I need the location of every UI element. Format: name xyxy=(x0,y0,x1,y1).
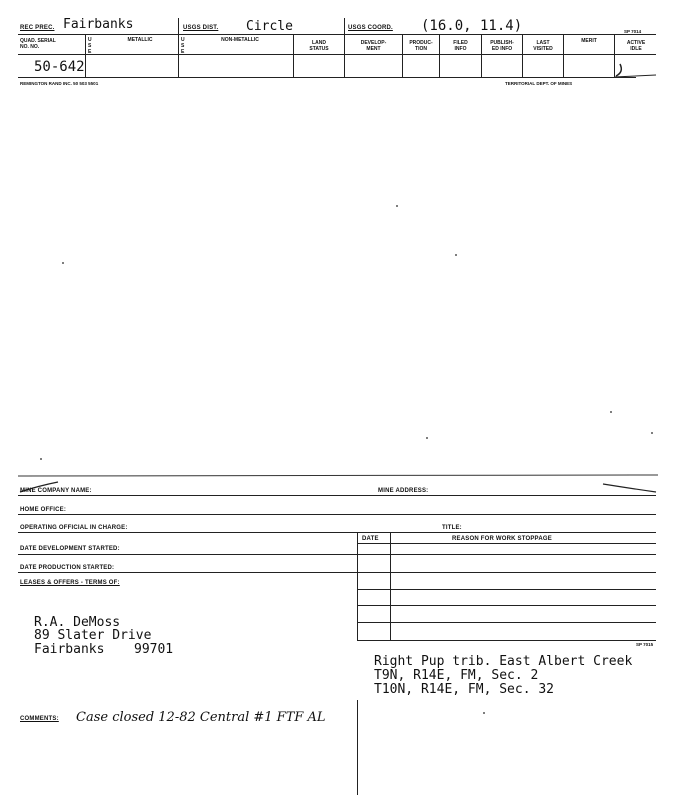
metallic-header: METALLIC xyxy=(127,37,153,43)
development-header: DEVELOP- MENT xyxy=(360,40,387,52)
scan-speck xyxy=(455,254,457,256)
scan-speck xyxy=(483,712,485,714)
top-form-number: SP 7014 xyxy=(624,29,642,34)
usgs-coord-label: USGS COORD. xyxy=(348,25,393,31)
card-edge xyxy=(18,472,658,494)
nonmetallic-header: NON-METALLIC xyxy=(221,37,259,43)
rule-line xyxy=(357,640,656,641)
title-label: TITLE: xyxy=(442,525,462,531)
scan-speck xyxy=(610,411,612,413)
usgs-dist-label: USGS DIST. xyxy=(183,25,219,31)
serial-number-value: 50-642 xyxy=(34,59,85,75)
reason-column-header: REASON FOR WORK STOPPAGE xyxy=(452,536,552,542)
date-column-header: DATE xyxy=(362,536,379,542)
owner-street: 89 Slater Drive xyxy=(34,628,152,643)
col-separator xyxy=(85,34,86,77)
owner-city: Fairbanks xyxy=(34,642,105,657)
rule-line xyxy=(18,554,656,555)
scan-speck xyxy=(426,437,428,439)
scan-speck xyxy=(651,432,653,434)
usgs-coord-value: (16.0, 11.4) xyxy=(421,18,523,34)
operating-official-label: OPERATING OFFICIAL IN CHARGE: xyxy=(20,525,128,531)
filed-info-header: FILED INFO xyxy=(453,40,468,52)
rec-prec-label: REC PREC. xyxy=(20,25,55,31)
rule-line xyxy=(18,532,656,533)
metallic-use-prefix: U S E xyxy=(88,37,92,55)
value-row-line xyxy=(18,77,636,78)
date-col-separator xyxy=(390,532,391,640)
rule-line xyxy=(357,543,656,544)
scan-speck xyxy=(396,205,398,207)
production-header: PRODUC- TION xyxy=(409,40,433,52)
rule-line xyxy=(357,622,656,623)
stoppage-table-left xyxy=(357,532,358,640)
scan-speck xyxy=(62,262,64,264)
nonmetallic-use-prefix: U S E xyxy=(181,37,185,55)
top-footer-right: TERRITORIAL DEPT. OF MINES xyxy=(505,81,573,86)
mine-address-label: MINE ADDRESS: xyxy=(378,488,429,494)
date-production-label: DATE PRODUCTION STARTED: xyxy=(20,565,115,571)
mine-company-label: MINE COMPANY NAME: xyxy=(20,488,92,494)
published-info-header: PUBLISH- ED INFO xyxy=(490,40,514,52)
bottom-form-number: SP 7015 xyxy=(636,642,654,647)
active-idle-header: ACTIVE IDLE xyxy=(626,40,646,52)
rule-line xyxy=(357,605,656,606)
rule-line xyxy=(18,514,656,515)
leases-offers-label: LEASES & OFFERS - TERMS OF: xyxy=(20,580,120,586)
location-line-2: T9N, R14E, FM, Sec. 2 xyxy=(374,668,539,683)
rule-line xyxy=(18,572,656,573)
col-separator xyxy=(178,18,179,77)
column-header-line xyxy=(18,54,656,55)
top-footer-left: REMINGTON RAND INC. 50 503 5501 xyxy=(20,81,99,86)
scan-speck xyxy=(40,458,42,460)
rec-prec-value: Fairbanks xyxy=(63,17,134,32)
location-line-3: T10N, R14E, FM, Sec. 32 xyxy=(374,682,555,697)
header-row-line xyxy=(18,34,656,35)
merit-header: MERIT xyxy=(581,38,597,44)
last-visited-header: LAST VISITED xyxy=(533,40,553,52)
land-status-header: LAND STATUS xyxy=(309,40,329,52)
card-hole-mark xyxy=(608,60,658,82)
date-development-label: DATE DEVELOPMENT STARTED: xyxy=(20,546,120,552)
owner-name: R.A. DeMoss xyxy=(34,615,121,630)
location-line-1: Right Pup trib. East Albert Creek xyxy=(374,654,633,669)
quad-serial-header: QUAD. SERIAL NO. NO. xyxy=(20,38,56,50)
rule-line xyxy=(18,495,656,496)
lower-divider xyxy=(357,700,358,795)
usgs-dist-value: Circle xyxy=(246,19,293,34)
owner-zip: 99701 xyxy=(134,642,174,657)
rule-line xyxy=(357,589,656,590)
comments-handwritten: Case closed 12-82 Central #1 FTF AL xyxy=(76,710,326,725)
comments-label: COMMENTS: xyxy=(20,716,59,722)
home-office-label: HOME OFFICE: xyxy=(20,507,67,513)
